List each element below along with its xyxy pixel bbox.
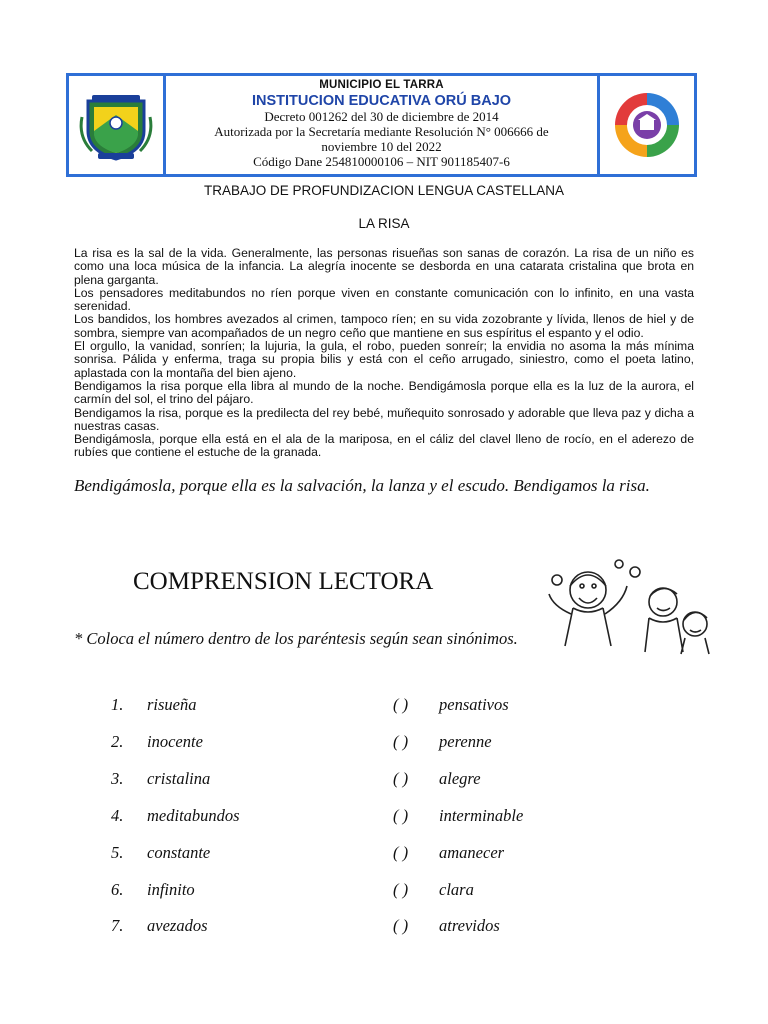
list-item [0,880,768,904]
answer-blank[interactable]: ( ) [393,769,409,788]
letterhead [66,73,697,177]
dane-nit-line: Código Dane 254810000106 – NIT 901185407-6 [253,154,510,169]
item-number: 4. [111,806,124,825]
education-circle-icon [610,88,684,162]
item-number: 1. [111,695,124,714]
closing-sentence: Bendigámosla, porque ella es la salvación, la lanza y el escudo. Bendigamos la risa. [74,476,650,495]
institution-name: INSTITUCION EDUCATIVA ORÚ BAJO [251,93,512,109]
answer-blank[interactable]: ( ) [393,806,409,825]
item-synonym: perenne [439,732,492,751]
item-word: inocente [147,732,203,751]
answer-blank[interactable]: ( ) [393,732,409,751]
list-item [0,916,768,940]
item-word: constante [147,843,211,862]
item-synonym: clara [439,880,474,899]
item-synonym: pensativos [439,695,509,714]
item-synonym: alegre [439,769,481,788]
answer-blank[interactable]: ( ) [393,880,409,899]
list-item [0,843,768,867]
item-synonym: atrevidos [439,916,500,935]
decree-line: Decreto 001262 del 30 de diciembre de 2014 [264,109,499,124]
paragraph: Los bandidos, los hombres avezados al crimen, tampoco ríen; en su vida zozobrante y lívida, llenos de hiel y de sombra, siempre van acompañados de un negro ceño que mantiene en sus espíritus el espanto y el odio. [74,312,694,340]
item-number: 5. [111,843,124,862]
item-number: 3. [111,769,124,788]
paragraph: El orgullo, la vanidad, sonríen; la lujuria, la gula, el robo, pueden sonreír; la envidia no asoma la más mínima sonrisa. Pálida y enferma, traga su propia bilis y está con el ceño arrugado, siniestro, como el poeta latino, aplastada con la montaña del bien ajeno. [74,339,694,380]
item-synonym: amanecer [439,843,505,862]
list-item [0,695,768,719]
reading-title: LA RISA [358,216,410,231]
list-item [0,732,768,756]
section-title: COMPRENSION LECTORA [133,568,434,595]
laughing-people-illustration [543,556,718,656]
paragraph: Los pensadores meditabundos no ríen porque viven en constante comunicación con lo infinito, en una vasta serenidad. [74,285,694,314]
item-word: meditabundos [147,806,240,825]
item-number: 6. [111,880,124,899]
answer-blank[interactable]: ( ) [393,843,409,862]
list-item [0,769,768,793]
item-word: infinito [147,880,195,899]
item-word: avezados [147,916,208,935]
list-item [0,806,768,830]
school-crest-icon [78,87,154,163]
item-number: 2. [111,732,124,751]
paragraph: Bendigamos la risa, porque es la predilecta del rey bebé, muñequito sonrosado y adorable que lleva paz y dicha a nuestras casas. [74,405,694,433]
exercise-instruction: * Coloca el número dentro de los paréntesis según sean sinónimos. [74,629,518,648]
authorization-date-line: noviembre 10 del 2022 [321,139,442,154]
item-word: cristalina [147,769,211,788]
municipality: MUNICIPIO EL TARRA [319,79,444,91]
answer-blank[interactable]: ( ) [393,916,409,935]
paragraph: Bendigámosla, porque ella está en el ala de la mariposa, en el cáliz del clavel lleno de rocío, en el aderezo de rubíes que contiene el estuche de la granada. [74,432,694,460]
answer-blank[interactable]: ( ) [393,695,409,714]
paragraph: Bendigamos la risa porque ella libra al mundo de la noche. Bendigámosla porque ella es la luz de la aurora, el carmín del sol, el trino del pájaro. [74,378,694,407]
authorization-line: Autorizada por la Secretaría mediante Resolución N° 006666 de [214,124,549,139]
reading-text [74,247,694,460]
assignment-title: TRABAJO DE PROFUNDIZACION LENGUA CASTELLANA [203,183,565,198]
item-number: 7. [111,916,124,935]
left-logo-cell [69,76,166,174]
right-logo-cell [597,76,694,174]
item-synonym: interminable [439,806,524,825]
paragraph: La risa es la sal de la vida. Generalmente, las personas risueñas son sanas de corazón. La risa de un niño es como una loca música de la infancia. La alegría inocente se desborda en una catarata cristalina que brota en plena garganta. [74,246,694,287]
item-word: risueña [147,695,197,714]
letterhead-text [166,76,597,174]
